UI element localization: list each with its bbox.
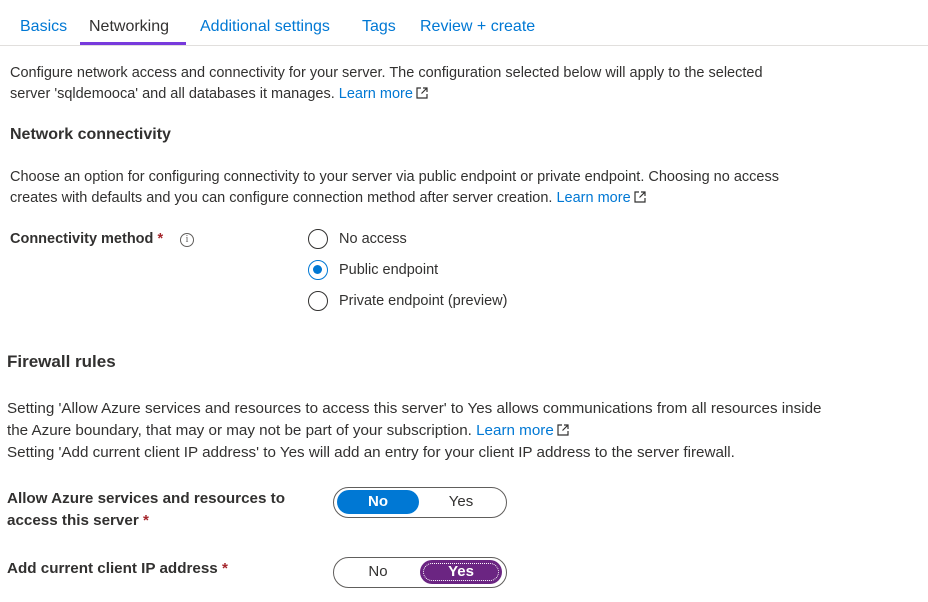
info-icon[interactable]: i <box>180 233 194 247</box>
tab-bar <box>0 0 928 46</box>
intro-text <box>10 63 763 105</box>
intro-line-2: server 'sqldemooca' and all databases it manages. Learn more <box>10 84 763 105</box>
external-link-icon[interactable] <box>634 191 646 203</box>
toggle-option-yes[interactable]: Yes <box>448 493 474 510</box>
external-link-icon[interactable] <box>557 424 569 436</box>
tab-networking[interactable]: Networking <box>89 18 170 35</box>
radio-button-selected[interactable] <box>308 260 328 280</box>
external-link-icon[interactable] <box>416 87 428 99</box>
fw-desc-line-2: the Azure boundary, that may or may not be part of your subscription. Learn more <box>7 420 821 442</box>
intro-line-1: Configure network access and connectivity for your server. The configuration selected below will apply to the selected <box>10 65 763 81</box>
radio-label: Private endpoint (preview) <box>339 293 508 309</box>
toggle-option-no[interactable]: No <box>337 490 419 514</box>
required-asterisk: * <box>157 231 164 247</box>
nc-learn-more-link[interactable]: Learn more <box>556 190 631 206</box>
add-client-ip-toggle[interactable] <box>333 557 507 588</box>
firewall-description <box>7 398 821 464</box>
network-connectivity-heading: Network connectivity <box>10 126 171 143</box>
radio-private-endpoint[interactable] <box>308 290 507 312</box>
toggle-option-yes[interactable]: Yes <box>420 560 502 584</box>
toggle-option-no[interactable]: No <box>368 563 388 580</box>
nc-desc-line-2: creates with defaults and you can configure connection method after server creation. Learn more <box>10 188 779 209</box>
tab-tags[interactable]: Tags <box>362 18 396 35</box>
required-asterisk: * <box>142 512 149 529</box>
radio-label: Public endpoint <box>339 262 439 278</box>
radio-public-endpoint[interactable] <box>308 259 438 281</box>
radio-button[interactable] <box>308 291 328 311</box>
add-client-ip-label: Add current client IP address * <box>7 560 228 577</box>
network-connectivity-description <box>10 167 779 209</box>
radio-label: No access <box>339 231 407 247</box>
fw-learn-more-link[interactable]: Learn more <box>476 422 554 439</box>
intro-learn-more-link[interactable]: Learn more <box>338 86 413 102</box>
allow-azure-services-label: Allow Azure services and resources to access this server * <box>7 490 285 529</box>
tab-basics[interactable]: Basics <box>20 18 68 35</box>
radio-button[interactable] <box>308 229 328 249</box>
nc-desc-line-1: Choose an option for configuring connectivity to your server via public endpoint or private endpoint. Choosing no access <box>10 169 779 185</box>
radio-no-access[interactable] <box>308 228 407 250</box>
tab-review-create[interactable]: Review + create <box>420 18 536 35</box>
required-asterisk: * <box>221 560 228 577</box>
active-tab-indicator <box>80 42 186 45</box>
fw-desc-line-1: Setting 'Allow Azure services and resources to access this server' to Yes allows communications from all resources inside <box>7 400 822 417</box>
allow-azure-services-toggle[interactable] <box>333 487 507 518</box>
fw-desc-line-3: Setting 'Add current client IP address' to Yes will add an entry for your client IP address to the server firewall. <box>7 444 735 461</box>
tab-additional-settings[interactable]: Additional settings <box>200 18 330 35</box>
firewall-rules-heading: Firewall rules <box>7 352 116 371</box>
connectivity-method-label: Connectivity method * <box>10 231 164 247</box>
